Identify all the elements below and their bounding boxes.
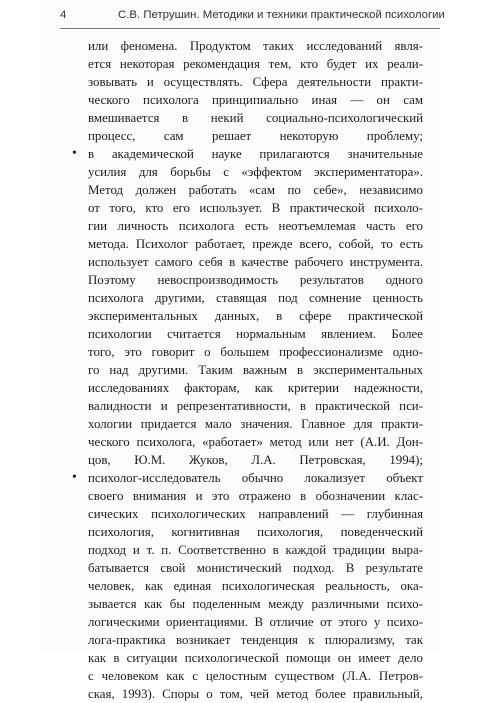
text-line: гии личность психолога есть неотъемлемая часть его [88,219,423,233]
running-title: С.В. Петрушин. Методики и техники практической психологии [118,9,445,21]
text-line: логическими ориентациями. В отличие от этого у психо- [88,615,423,629]
text-line: ется некоторая рекомендация тем, кто будет их реали- [88,57,423,71]
text-line: психология, когнитивная психология, поведенческий [88,525,423,539]
text-line: процесс, сам решает некоторую проблему; [88,129,423,143]
paragraph-1 [88,37,423,145]
page-number: 4 [60,9,67,21]
text-line: лога-практика возникает тенденция к плюрализму, так [88,633,423,647]
text-line: экспериментальных данных, в сфере практической [88,309,423,323]
text-line: вмешивается в некий социально-психологический [88,111,423,125]
text-line: или феномена. Продуктом таких исследований явля- [88,39,423,53]
text-line: ческого психолога принципиально иная — он сам [88,93,423,107]
text-line: ская, 1993). Споры о том, чей метод более правильный, [88,687,423,701]
text-line: цов, Ю.М. Жуков, Л.А. Петровская, 1994); [88,453,423,467]
text-line: го над другими. Таким важным в экспериментальных [88,363,423,377]
bullet-marker: • [72,470,77,485]
header-rule [60,28,440,29]
text-line: психолога другими, ставящая под сомнение ценность [88,291,423,305]
running-header [60,9,445,27]
bullet-paragraph-3 [72,469,423,703]
text-line: хологии придается мало значения. Главное для практи- [88,417,423,431]
text-line: использует самого себя в качестве рабочего инструмента. [88,255,423,269]
text-line: валидности и репрезентативности, в практической пси- [88,399,423,413]
text-line: исследованиях факторам, как критерии надежности, [88,381,423,395]
text-line: сических психологических направлений — глубинная [88,507,423,521]
text-line: как в ситуации психологической помощи он имеет дело [88,651,423,665]
text-line: усилия для борьбы с «эффектом экспериментатора». [88,165,423,179]
text-line: Метод должен работать «сам по себе», независимо [88,183,423,197]
text-line: зовывать и осуществлять. Сфера деятельности практи- [88,75,423,89]
text-line: зывается как бы поделенным между различными психо- [88,597,423,611]
text-line: своего внимания и это отражено в обозначении клас- [88,489,423,503]
text-line: подход и т. п. Соответственно в каждой традиции выра- [88,543,423,557]
bullet-paragraph-2 [72,145,423,469]
text-line: Поэтому невоспроизводимость результатов одного [88,273,423,287]
text-line: метода. Психолог работает, прежде всего, собой, то есть [88,237,423,251]
text-line: в академической науке прилагаются значительные [88,147,423,161]
text-line: батывается свой монистический подход. В результате [88,561,423,575]
text-line: того, это говорит о большем профессионализме одно- [88,345,423,359]
text-line: психолог-исследователь обычно локализует объект [88,471,423,485]
text-line: с человеком как с целостным существом (Л.А. Петров- [88,669,423,683]
text-line: психологии считается нормальным явлением. Более [88,327,423,341]
text-line: от того, кто его использует. В практической психоло- [88,201,423,215]
body-text [72,37,423,703]
text-line: человек, как единая психологическая реальность, ока- [88,579,423,593]
bullet-marker: • [72,146,77,161]
text-line: ческого психолога, «работает» метод или нет (А.И. Дон- [88,435,423,449]
